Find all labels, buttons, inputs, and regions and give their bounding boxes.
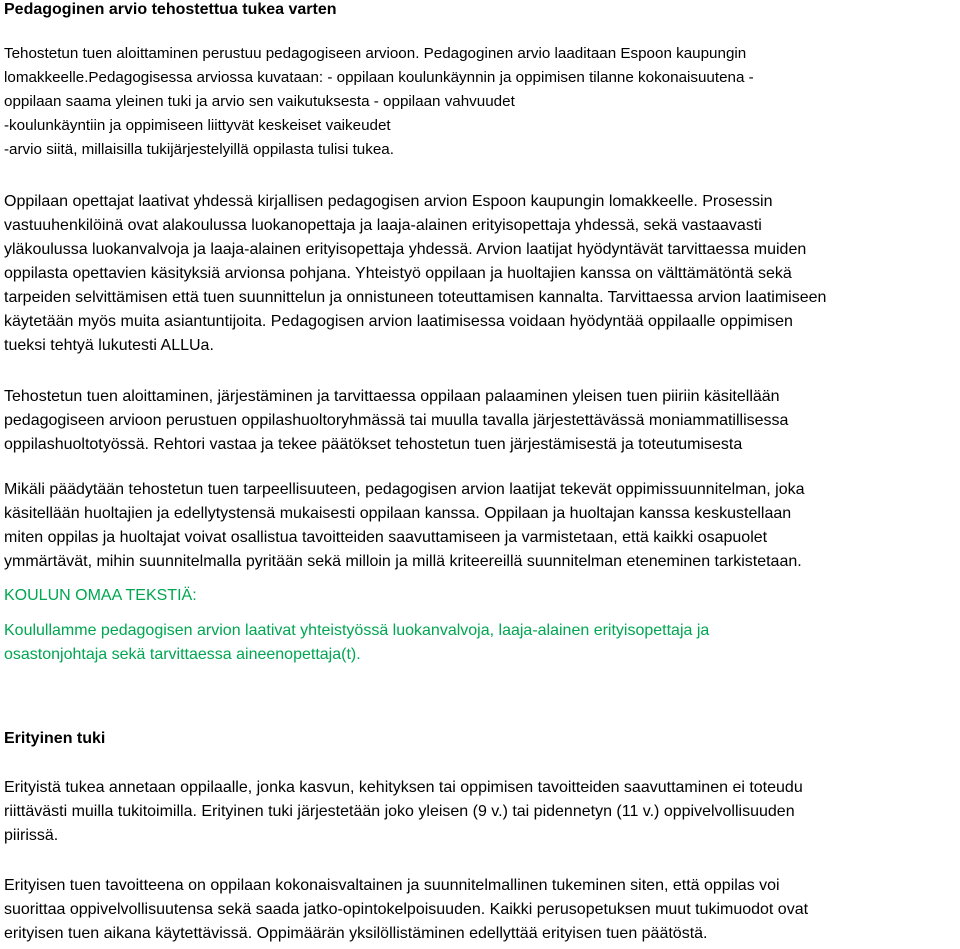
text-line: oppilasta opettavien käsityksiä arvionsa pohjana. Yhteistyö oppilaan ja huoltajien kanssa on välttämätöntä sekä: [4, 265, 792, 282]
text-line: osastonjohtaja sekä tarvittaessa aineenopettaja(t).: [4, 646, 361, 663]
text-line: -koulunkäyntiin ja oppimiseen liittyvät keskeiset vaikeudet: [4, 117, 391, 134]
section-title-pedagogical-assessment: Pedagoginen arvio tehostettua tukea varten: [4, 1, 337, 18]
text-line: Erityistä tukea annetaan oppilaalle, jonka kasvun, kehityksen tai oppimisen tavoitteiden saavuttaminen ei toteudu: [4, 779, 803, 796]
text-line: piirissä.: [4, 827, 59, 844]
paragraph-learning-plan: [4, 478, 956, 574]
school-own-text-paragraph: [4, 619, 956, 667]
intro-paragraph: [4, 42, 956, 162]
text-line: Mikäli päädytään tehostetun tuen tarpeellisuuteen, pedagogisen arvion laatijat tekevät oppimissuunnitelman, joka: [4, 481, 805, 498]
text-line: pedagogiseen arvioon perustuen oppilashuoltoryhmässä tai muulla tavalla järjestettävässä moniammatillisessa: [4, 412, 789, 429]
text-line: oppilashuoltotyössä. Rehtori vastaa ja tekee päätökset tehostetun tuen järjestämisestä ja toteutumisesta: [4, 436, 743, 453]
text-line: Tehostetun tuen aloittaminen, järjestäminen ja tarvittaessa oppilaan palaaminen yleisen tuen piiriin käsitellään: [4, 388, 780, 405]
text-line: yläkoulussa luokanvalvoja ja laaja-alainen erityisopettaja yhdessä. Arvion laatijat hyödyntävät tarvittaessa muiden: [4, 241, 807, 258]
text-line: ymmärtävät, mihin suunnitelmalla pyritään sekä milloin ja millä kriteereillä suunnitelman eteneminen tarkistetaan.: [4, 553, 802, 570]
text-line: tueksi tehtyä lukutesti ALLUa.: [4, 337, 214, 354]
text-line: Tehostetun tuen aloittaminen perustuu pedagogiseen arvioon. Pedagoginen arvio laaditaan Espoon kaupungin: [4, 45, 747, 62]
text-line: Koulullamme pedagogisen arvion laativat yhteistyössä luokanvalvoja, laaja-alainen erityisopettaja ja: [4, 622, 710, 639]
text-line: suorittaa oppivelvollisuutensa sekä saada jatko-opintokelpoisuuden. Kaikki perusopetuksen muut tukimuodot ovat: [4, 901, 809, 918]
text-line: lomakkeelle.Pedagogisessa arviossa kuvataan: - oppilaan koulunkäynnin ja oppimisen tilanne kokonaisuutena -: [4, 69, 754, 86]
text-line: vastuuhenkilöinä ovat alakoulussa luokanopettaja ja laaja-alainen erityisopettaja yhdessä, sekä vastaavasti: [4, 217, 762, 234]
text-line: käsitellään huoltajien ja edellytystensä mukaisesti oppilaan kanssa. Oppilaan ja huoltajan kanssa keskustellaan: [4, 505, 792, 522]
text-line: -arvio siitä, millaisilla tukijärjestelyillä oppilasta tulisi tukea.: [4, 141, 394, 158]
text-line: Erityisen tuen tavoitteena on oppilaan kokonaisvaltainen ja suunnitelmallinen tukeminen siten, että oppilas voi: [4, 877, 780, 894]
text-line: oppilaan saama yleinen tuki ja arvio sen vaikutuksesta - oppilaan vahvuudet: [4, 93, 515, 110]
text-line: käytetään myös muita asiantuntijoita. Pedagogisen arvion laatimisessa voidaan hyödyntää oppilaalle oppimisen: [4, 313, 793, 330]
text-line: Oppilaan opettajat laativat yhdessä kirjallisen pedagogisen arvion Espoon kaupungin lomakkeelle. Prosessin: [4, 193, 773, 210]
text-line: riittävästi muilla tukitoimilla. Erityinen tuki järjestetään joko yleisen (9 v.) tai pidennetyn (11 v.) oppivelvollisuuden: [4, 803, 795, 820]
section-title-special-support: Erityinen tuki: [4, 730, 106, 747]
paragraph-start-of-support: [4, 385, 956, 457]
text-line: miten oppilas ja huoltajat voivat osallistua tavoitteiden saavuttamiseen ja varmistetaan, että kaikki osapuolet: [4, 529, 768, 546]
text-line: tarpeiden selvittämisen että tuen suunnittelun ja onnistuneen toteuttamisen kannalta. Tarvittaessa arvion laatimiseen: [4, 289, 827, 306]
paragraph-special-support-goal: [4, 874, 956, 946]
paragraph-teachers-prepare: [4, 190, 956, 358]
school-own-text-label: KOULUN OMAA TEKSTIÄ:: [4, 587, 197, 604]
text-line: erityisen tuen aikana käytettävissä. Oppimäärän yksilöllistäminen edellyttää erityisen tuen päätöstä.: [4, 925, 708, 942]
paragraph-special-support-definition: [4, 776, 956, 848]
